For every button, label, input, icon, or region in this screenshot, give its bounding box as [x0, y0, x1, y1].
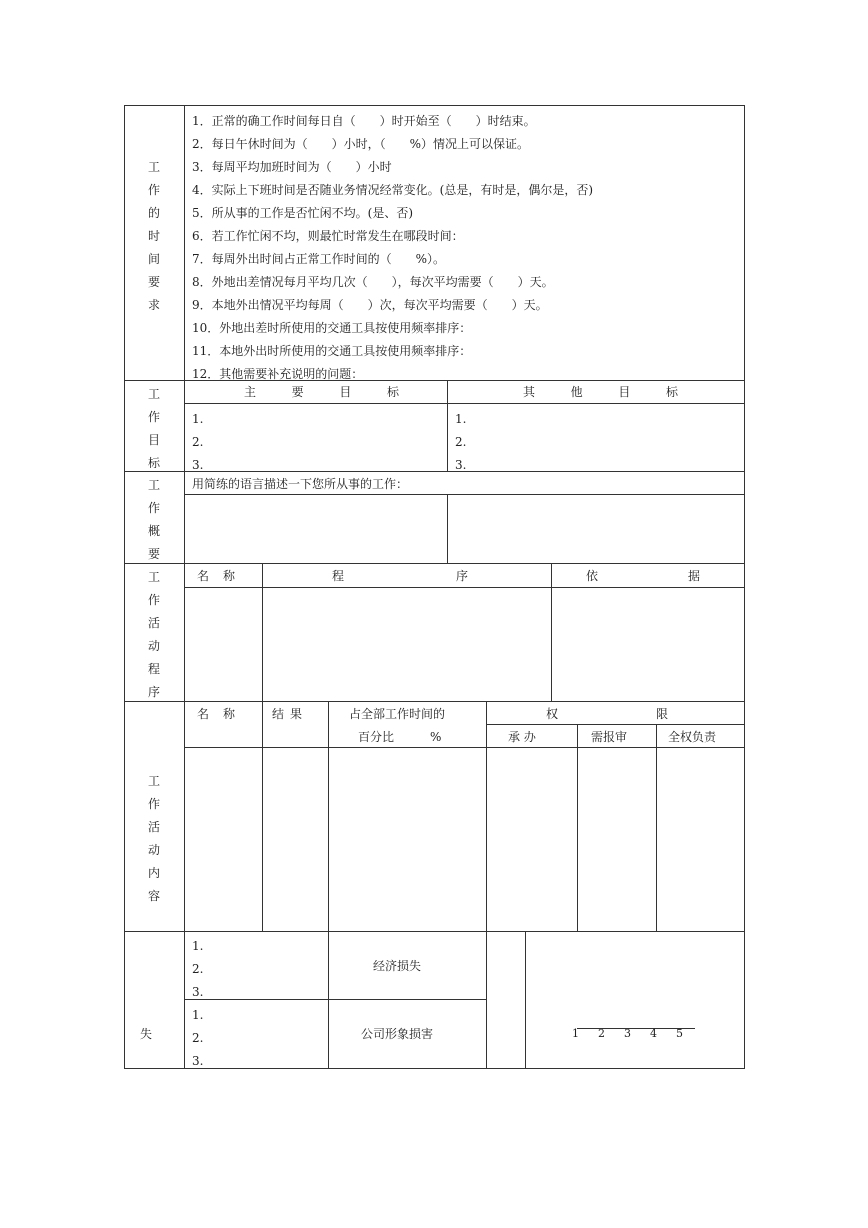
header-char: 程	[332, 569, 345, 583]
side-char: 工	[147, 387, 160, 401]
side-char: 工	[147, 160, 160, 174]
s2-col-divider	[447, 380, 448, 471]
divider-s4	[124, 701, 745, 702]
s2-other-header	[523, 385, 678, 399]
header-char: 其	[523, 385, 536, 399]
s2-main-items	[192, 408, 203, 477]
side-char: 活	[147, 616, 160, 630]
side-char: 要	[147, 275, 160, 289]
header-char: 目	[339, 385, 352, 399]
header-char: 序	[456, 569, 469, 583]
header-char: 结	[272, 707, 285, 721]
divider-s2	[124, 471, 745, 472]
section2-side-label	[124, 383, 184, 475]
s5-col-result	[272, 707, 302, 721]
side-char: 作	[147, 593, 160, 607]
side-char: 求	[147, 298, 160, 312]
list-item: 10．外地出差时所使用的交通工具按使用频率排序：	[192, 321, 472, 335]
s5-col4-divider	[577, 724, 578, 931]
s3-prompt: 用简练的语言描述一下您所从事的工作：	[192, 477, 409, 491]
side-char: 内	[147, 866, 160, 880]
list-item: 3.	[192, 458, 204, 472]
s6-image-items	[192, 1004, 203, 1073]
s6-col3-divider	[525, 931, 526, 1068]
side-char: 的	[147, 206, 160, 220]
s4-col-proc	[332, 569, 468, 583]
side-char: 标	[147, 456, 160, 470]
list-item: 3.	[455, 458, 467, 472]
side-char: 目	[147, 433, 160, 447]
side-char: 容	[147, 889, 160, 903]
s5-col-pct-line1: 占全部工作时间的	[349, 707, 446, 721]
s5-col2-divider	[328, 701, 329, 931]
s6-image-label: 公司形象损害	[361, 1027, 434, 1041]
s5-header-divider	[184, 747, 745, 748]
list-item: 2.	[455, 435, 467, 449]
side-char: 动	[147, 843, 160, 857]
list-item: 7．每周外出时间占正常工作时间的（ %）。	[192, 252, 446, 266]
side-char: 时	[147, 229, 160, 243]
s4-col1-divider	[262, 563, 263, 701]
section1-side-label	[124, 156, 184, 317]
s2-main-header	[244, 385, 399, 399]
header-char: 依	[586, 569, 599, 583]
s5-col5-divider	[656, 724, 657, 931]
s5-auth-col-full: 全权负责	[668, 730, 717, 744]
side-char: 动	[147, 639, 160, 653]
rating-scale-1: 1	[572, 1027, 579, 1040]
s4-col-name	[197, 569, 235, 583]
header-char: 权	[546, 707, 559, 721]
header-char: 果	[290, 707, 303, 721]
s5-col-pct-line2: 百分比 %	[358, 730, 442, 744]
header-char: 称	[223, 707, 236, 721]
s5-col-name	[197, 707, 235, 721]
s4-col-basis	[586, 569, 700, 583]
s4-col2-divider	[551, 563, 552, 701]
header-char: 他	[570, 385, 583, 399]
side-char: 序	[147, 685, 160, 699]
s6-econ-label: 经济损失	[373, 959, 422, 973]
header-char: 目	[618, 385, 631, 399]
s6-col1-divider	[328, 931, 329, 1068]
side-char: 间	[147, 252, 160, 266]
list-item: 12．其他需要补充说明的问题：	[192, 367, 364, 381]
header-char: 名	[197, 707, 210, 721]
side-char: 活	[147, 820, 160, 834]
side-char: 工	[147, 570, 160, 584]
divider-s5	[124, 931, 745, 932]
header-char: 主	[244, 385, 257, 399]
s4-header-divider	[184, 587, 745, 588]
s2-other-items	[455, 408, 466, 477]
side-char: 工	[147, 774, 160, 788]
list-item: 2.	[192, 435, 204, 449]
list-item: 9．本地外出情况平均每周（ ）次，每次平均需要（ ）天。	[192, 298, 548, 312]
side-char: 作	[147, 501, 160, 515]
s3-col-divider	[447, 494, 448, 563]
list-item: 2．每日午休时间为（ ）小时，（ %）情况上可以保证。	[192, 137, 530, 151]
section1-items	[192, 110, 593, 386]
s2-header-divider	[184, 403, 745, 404]
rating-scale-3: 3	[624, 1027, 631, 1040]
section6-side-label: 失	[140, 1027, 153, 1041]
list-item: 8．外地出差情况每月平均几次（ ），每次平均需要（ ）天。	[192, 275, 554, 289]
list-item: 4．实际上下班时间是否随业务情况经常变化。(总是，有时是，偶尔是，否)	[192, 183, 594, 197]
list-item: 1.	[455, 412, 467, 426]
side-char: 工	[147, 478, 160, 492]
list-item: 1.	[192, 939, 204, 953]
rating-scale-5: 5	[676, 1027, 683, 1040]
s5-authority-header	[546, 707, 668, 721]
list-item: 1．正常的确工作时间每日自（ ）时开始至（ ）时结束。	[192, 114, 536, 128]
section5-side-label	[124, 770, 184, 908]
list-item: 3.	[192, 985, 204, 999]
section4-side-label	[124, 566, 184, 704]
list-item: 2.	[192, 962, 204, 976]
s5-col1-divider	[262, 701, 263, 931]
side-char: 作	[147, 797, 160, 811]
rating-scale-2: 2	[598, 1027, 605, 1040]
s6-mid-divider	[184, 999, 486, 1000]
header-char: 标	[666, 385, 679, 399]
s6-col2-divider	[486, 931, 487, 1068]
list-item: 3.	[192, 1054, 204, 1068]
s5-auth-col-undertake: 承 办	[508, 730, 536, 744]
side-char: 程	[147, 662, 160, 676]
list-item: 11．本地外出时所使用的交通工具按使用频率排序：	[192, 344, 472, 358]
side-char: 要	[147, 547, 160, 561]
table-border-top	[124, 105, 745, 106]
s6-econ-items	[192, 935, 203, 1004]
s5-authority-divider	[486, 724, 745, 725]
header-char: 限	[656, 707, 669, 721]
header-char: 据	[688, 569, 701, 583]
list-item: 6．若工作忙闲不均，则最忙时常发生在哪段时间：	[192, 229, 464, 243]
header-char: 称	[223, 569, 236, 583]
list-item: 2.	[192, 1031, 204, 1045]
list-item: 1.	[192, 412, 204, 426]
side-char: 概	[147, 524, 160, 538]
s3-prompt-divider	[184, 494, 745, 495]
s5-col3-divider	[486, 701, 487, 931]
list-item: 5．所从事的工作是否忙闲不均。(是、否)	[192, 206, 413, 220]
s5-auth-col-review: 需报审	[591, 730, 628, 744]
list-item: 1.	[192, 1008, 204, 1022]
header-char: 标	[387, 385, 400, 399]
header-char: 名	[197, 569, 210, 583]
side-char: 作	[147, 410, 160, 424]
side-char: 作	[147, 183, 160, 197]
table-border-bottom	[124, 1068, 745, 1069]
divider-s3	[124, 563, 745, 564]
rating-scale-4: 4	[650, 1027, 657, 1040]
header-char: 要	[291, 385, 304, 399]
section3-side-label	[124, 474, 184, 566]
list-item: 3．每周平均加班时间为（ ）小时	[192, 160, 392, 174]
